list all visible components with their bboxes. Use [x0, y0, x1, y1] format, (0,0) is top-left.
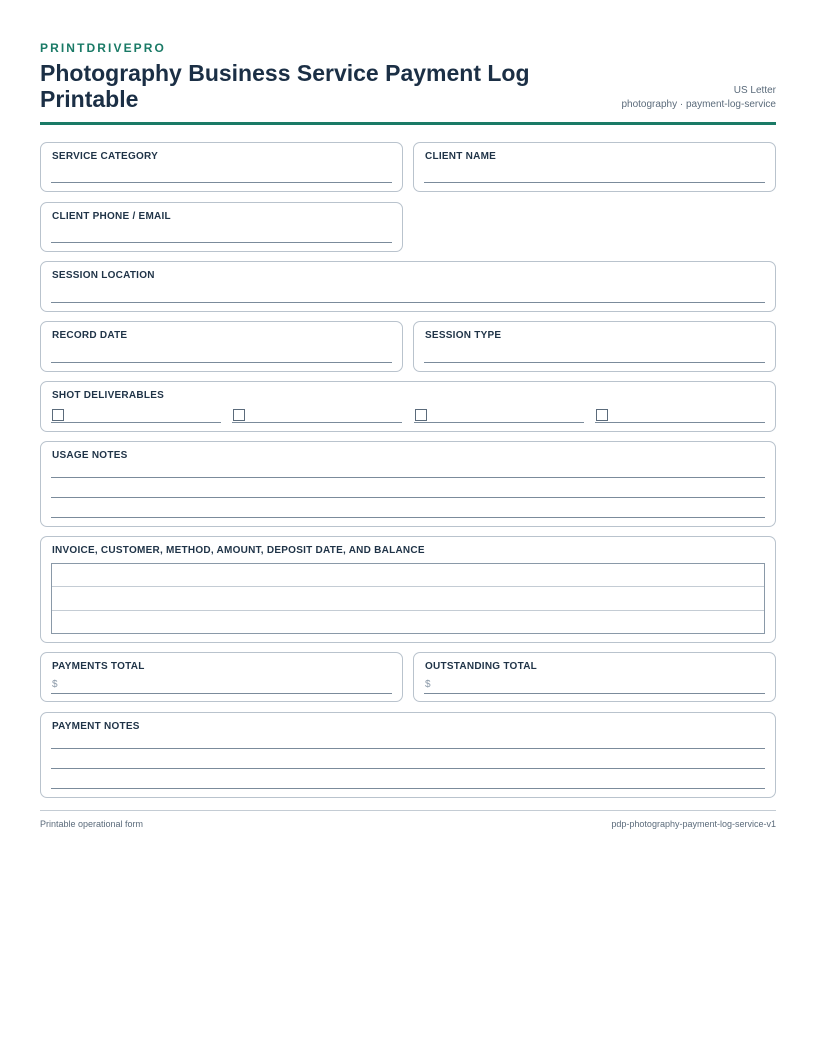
- usage-notes-line[interactable]: [51, 517, 765, 518]
- service-category-field: [40, 142, 403, 192]
- session-type-field: [413, 321, 776, 372]
- client-contact-input-line[interactable]: [51, 242, 392, 243]
- record-date-input-line[interactable]: [51, 362, 392, 363]
- record-date-field: [40, 321, 403, 372]
- usage-notes-line[interactable]: [51, 477, 765, 478]
- client-name-field: [413, 142, 776, 192]
- currency-symbol: $: [52, 679, 58, 690]
- usage-notes-line[interactable]: [51, 497, 765, 498]
- page-title: Photography Business Service Payment Log Printable: [40, 60, 530, 112]
- session-location-label: SESSION LOCATION: [52, 270, 155, 281]
- outstanding-total-input-line[interactable]: [424, 693, 765, 694]
- deliverable-checkbox[interactable]: [415, 409, 427, 421]
- client-contact-field: [40, 202, 403, 252]
- session-type-input-line[interactable]: [424, 362, 765, 363]
- deliverable-line[interactable]: [232, 422, 402, 423]
- invoice-table: [51, 563, 765, 634]
- payment-notes-line[interactable]: [51, 768, 765, 769]
- footer-divider: [40, 810, 776, 811]
- deliverable-line[interactable]: [51, 422, 221, 423]
- shot-deliverables-field: [40, 381, 776, 432]
- table-row[interactable]: [52, 611, 764, 634]
- form-meta: [621, 84, 776, 111]
- usage-notes-field: [40, 441, 776, 527]
- footer-form-id: pdp-photography-payment-log-service-v1: [611, 819, 776, 829]
- shot-deliverables-label: SHOT DELIVERABLES: [52, 390, 165, 401]
- footer-left-text: Printable operational form: [40, 819, 144, 829]
- table-row[interactable]: [52, 587, 764, 610]
- form-page: [40, 40, 776, 126]
- form-tags: photography · payment-log-service: [621, 98, 776, 110]
- payment-notes-line[interactable]: [51, 788, 765, 789]
- client-contact-label: CLIENT PHONE / EMAIL: [52, 211, 171, 222]
- form-header: [40, 40, 776, 126]
- invoice-table-section: [40, 536, 776, 643]
- deliverable-checkbox[interactable]: [233, 409, 245, 421]
- payment-notes-field: [40, 712, 776, 798]
- outstanding-total-field: [413, 652, 776, 702]
- deliverable-line[interactable]: [595, 422, 765, 423]
- client-name-input-line[interactable]: [424, 182, 765, 183]
- usage-notes-label: USAGE NOTES: [52, 450, 128, 461]
- invoice-table-label: INVOICE, CUSTOMER, METHOD, AMOUNT, DEPOSIT DATE, AND BALANCE: [52, 545, 425, 556]
- payments-total-input-line[interactable]: [51, 693, 392, 694]
- payment-notes-line[interactable]: [51, 748, 765, 749]
- record-date-label: RECORD DATE: [52, 330, 128, 341]
- session-location-field: [40, 261, 776, 312]
- table-row[interactable]: [52, 564, 764, 587]
- outstanding-total-label: OUTSTANDING TOTAL: [425, 661, 538, 672]
- deliverable-line[interactable]: [414, 422, 584, 423]
- paper-size: US Letter: [733, 85, 776, 96]
- client-name-label: CLIENT NAME: [425, 151, 497, 162]
- currency-symbol: $: [425, 679, 431, 690]
- session-type-label: SESSION TYPE: [425, 330, 502, 341]
- session-location-input-line[interactable]: [51, 302, 765, 303]
- header-divider: [40, 122, 776, 125]
- payments-total-field: [40, 652, 403, 702]
- deliverable-checkbox[interactable]: [596, 409, 608, 421]
- service-category-input-line[interactable]: [51, 182, 392, 183]
- payment-notes-label: PAYMENT NOTES: [52, 721, 140, 732]
- service-category-label: SERVICE CATEGORY: [52, 151, 159, 162]
- deliverable-checkbox[interactable]: [52, 409, 64, 421]
- brand-name: PRINTDRIVEPRO: [40, 41, 166, 55]
- payments-total-label: PAYMENTS TOTAL: [52, 661, 145, 672]
